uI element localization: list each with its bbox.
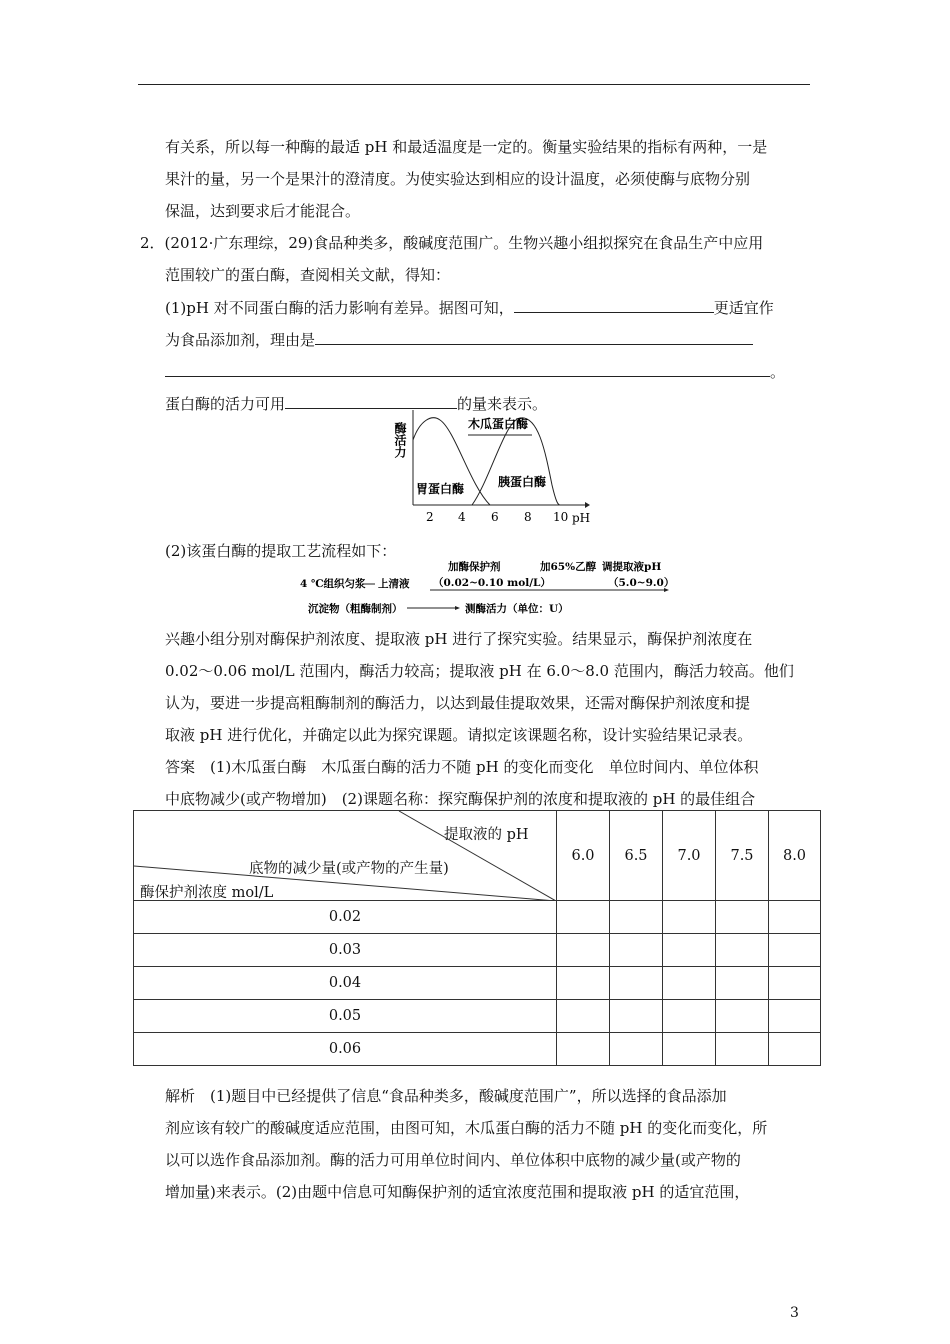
cell[interactable] [557, 967, 610, 1000]
x-tick: 8 [524, 510, 532, 524]
papain-label: 木瓜蛋白酶 [468, 417, 529, 431]
cell[interactable] [769, 1000, 821, 1033]
x-axis-label: pH [572, 511, 591, 525]
concentration-cell: 0.06 [134, 1033, 557, 1066]
ph-header: 7.5 [716, 811, 769, 901]
cell[interactable] [557, 934, 610, 967]
x-tick: 4 [458, 510, 466, 524]
text: 的量来表示。 [457, 395, 548, 413]
text-line: 认为，要进一步提高粗酶制剂的酶活力，以达到最佳提取效果，还需对酶保护剂浓度和提 [165, 694, 751, 712]
answer-blank[interactable] [285, 393, 457, 409]
row-axis-label: 酶保护剂浓度 mol/L [140, 885, 274, 901]
flow-annotation: 加65%乙醇 [540, 561, 597, 573]
enzyme-activity-figure [380, 410, 600, 530]
ph-header: 6.0 [557, 811, 610, 901]
answer-line: 中底物减少(或产物增加) (2)课题名称：探究酶保护剂的浓度和提取液的 pH 的最佳组合 [165, 790, 756, 808]
flow-step: 4 ℃组织匀浆 [300, 578, 366, 590]
table-row [134, 1000, 821, 1033]
y-axis-label: 酶活力 [393, 422, 407, 458]
process-flow-diagram [250, 560, 680, 620]
text-line: 兴趣小组分别对酶保护剂浓度、提取液 pH 进行了探究实验。结果显示，酶保护剂浓度在 [165, 630, 753, 648]
cell[interactable] [610, 901, 663, 934]
column-axis-label: 提取液的 pH [444, 827, 529, 843]
table-row [134, 967, 821, 1000]
text: 。 [770, 363, 786, 381]
text-line [165, 329, 753, 350]
analysis-line: 增加量)来表示。(2)由题中信息可知酶保护剂的适宜浓度范围和提取液 pH 的适宜范围， [165, 1183, 750, 1201]
text-line: 取液 pH 进行优化，并确定以此为探究课题。请拟定该课题名称，设计实验结果记录表。 [165, 726, 753, 744]
analysis-line: 解析 (1)题目中已经提供了信息“食品种类多，酸碱度范围广”，所以选择的食品添加 [165, 1087, 727, 1105]
page-number: 3 [790, 1305, 799, 1321]
answer-blank[interactable] [315, 329, 753, 345]
answer-blank[interactable] [514, 297, 714, 313]
cell[interactable] [716, 1000, 769, 1033]
cell[interactable] [610, 1000, 663, 1033]
concentration-cell: 0.04 [134, 967, 557, 1000]
cell[interactable] [769, 901, 821, 934]
arrow-head [455, 606, 460, 610]
cell[interactable] [663, 967, 716, 1000]
flow-step: 上清液 [378, 578, 410, 590]
flow-step: 测酶活力（单位：U） [465, 603, 569, 615]
text: 为食品添加剂，理由是 [165, 331, 316, 349]
text: (1)pH 对不同蛋白酶的活力影响有差异。据图可知， [165, 299, 514, 317]
text: 蛋白酶的活力可用 [165, 395, 286, 413]
text-line [165, 361, 785, 382]
concentration-cell: 0.02 [134, 901, 557, 934]
flow-annotation: （5.0~9.0） [608, 577, 675, 589]
value-label: 底物的减少量(或产物的产生量) [249, 861, 449, 877]
flow-annotation: （0.02~0.10 mol/L） [433, 577, 551, 589]
cell[interactable] [769, 1033, 821, 1066]
header-rule [138, 84, 810, 85]
cell[interactable] [663, 1033, 716, 1066]
table-row [134, 1033, 821, 1066]
cell[interactable] [769, 934, 821, 967]
question-part-1 [165, 297, 774, 318]
analysis-line: 剂应该有较广的酸碱度适应范围，由图可知，木瓜蛋白酶的活力不随 pH 的变化而变化，所 [165, 1119, 768, 1137]
x-tick: 6 [491, 510, 499, 524]
cell[interactable] [716, 967, 769, 1000]
question-2-title: 2．(2012·广东理综，29)食品种类多，酸碱度范围广。生物兴趣小组拟探究在食品生产中应用 [140, 234, 764, 252]
analysis-line: 以可以选作食品添加剂。酶的活力可用单位时间内、单位体积中底物的减少量(或产物的 [165, 1151, 741, 1169]
cell[interactable] [716, 934, 769, 967]
flow-annotation: 加酶保护剂 [448, 561, 501, 573]
text-line: 有关系，所以每一种酶的最适 pH 和最适温度是一定的。衡量实验结果的指标有两种，一是 [165, 138, 768, 156]
table-row [134, 934, 821, 967]
flow-annotation: 调提取液pH [602, 561, 662, 573]
cell[interactable] [557, 1000, 610, 1033]
flow-step: 沉淀物（粗酶制剂） [308, 603, 403, 615]
cell[interactable] [663, 934, 716, 967]
diagonal-header-cell [134, 811, 557, 901]
ph-header: 7.0 [663, 811, 716, 901]
text-line: 0.02～0.06 mol/L 范围内，酶活力较高；提取液 pH 在 6.0～8.0 范围内，酶活力较高。他们 [165, 662, 794, 680]
answer-blank[interactable] [165, 361, 770, 377]
text-line: 范围较广的蛋白酶，查阅相关文献，得知： [165, 266, 451, 284]
x-tick: 2 [426, 510, 434, 524]
cell[interactable] [663, 1000, 716, 1033]
result-record-table [133, 810, 821, 1066]
cell[interactable] [663, 901, 716, 934]
cell[interactable] [610, 934, 663, 967]
cell[interactable] [769, 967, 821, 1000]
table-row [134, 901, 821, 934]
x-tick: 10 [553, 510, 569, 524]
cell[interactable] [610, 1033, 663, 1066]
text-line: 果汁的量，另一个是果汁的澄清度。为使实验达到相应的设计温度，必须使酶与底物分别 [165, 170, 751, 188]
ph-header: 8.0 [769, 811, 821, 901]
cell[interactable] [557, 901, 610, 934]
cell[interactable] [610, 967, 663, 1000]
text-line: 保温，达到要求后才能混合。 [165, 202, 361, 220]
cell[interactable] [557, 1033, 610, 1066]
answer-line: 答案 (1)木瓜蛋白酶 木瓜蛋白酶的活力不随 pH 的变化而变化 单位时间内、单位体积 [165, 758, 759, 776]
text: 更适宜作 [713, 299, 774, 317]
question-part-2: (2)该蛋白酶的提取工艺流程如下： [165, 542, 397, 560]
x-axis-arrow [585, 502, 590, 508]
cell[interactable] [716, 901, 769, 934]
ph-header: 6.5 [610, 811, 663, 901]
table-header-row [134, 811, 821, 901]
trypsin-label: 胰蛋白酶 [498, 475, 547, 489]
cell[interactable] [716, 1033, 769, 1066]
pepsin-label: 胃蛋白酶 [416, 482, 465, 496]
concentration-cell: 0.05 [134, 1000, 557, 1033]
concentration-cell: 0.03 [134, 934, 557, 967]
